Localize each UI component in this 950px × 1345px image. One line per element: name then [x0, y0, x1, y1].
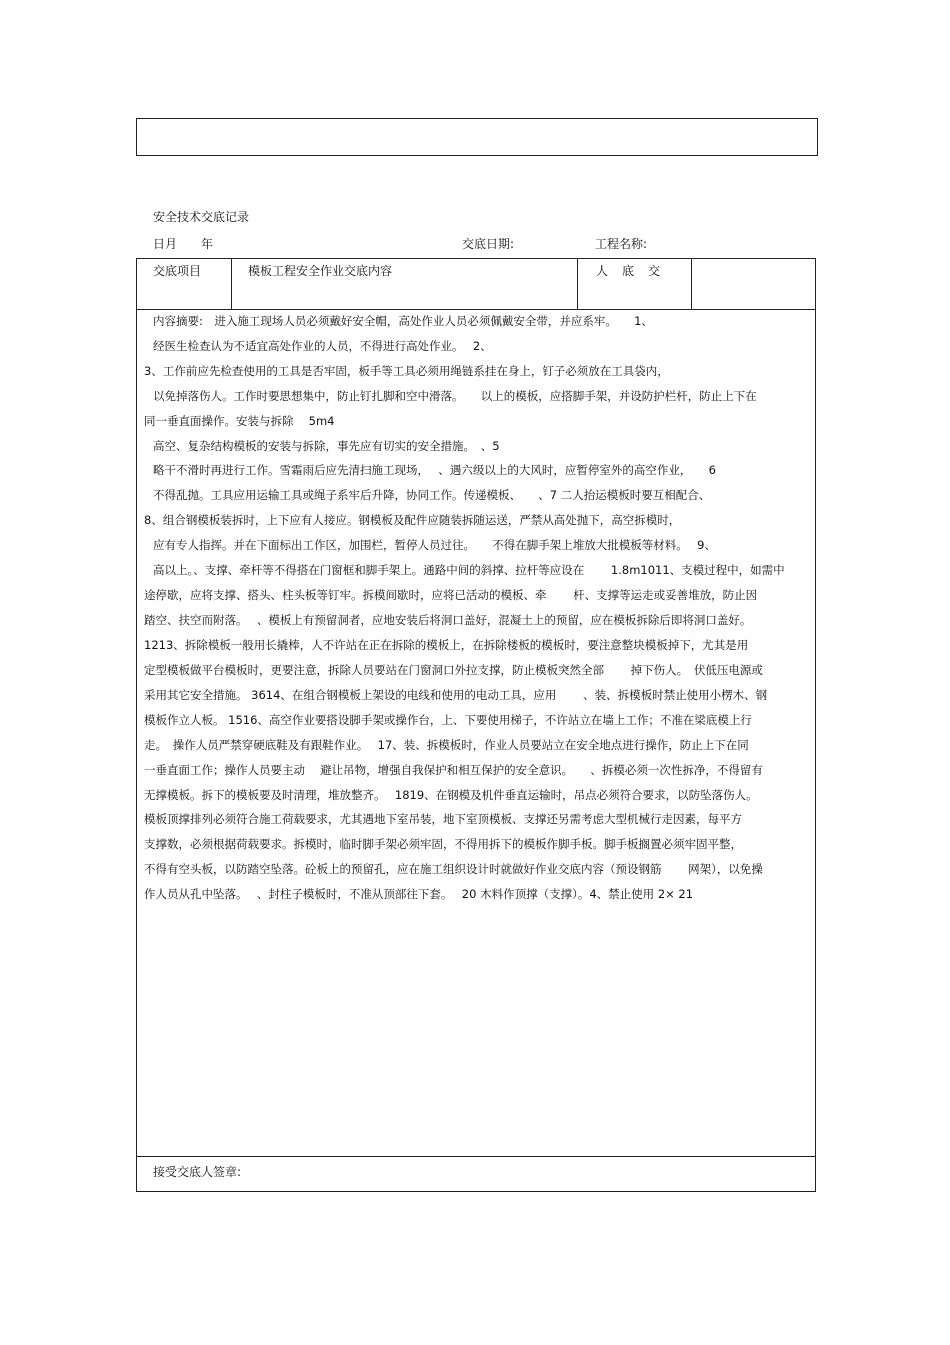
content-line: 一垂直面工作；操作人员要主动 避让吊物，增强自我保护和相互保护的安全意识。 、拆模必须一次性拆净，不得留有	[144, 763, 763, 777]
document-title: 安全技术交底记录	[153, 210, 250, 224]
content-line: 作人员从孔中坠落。 、封柱子模板时，不准从顶部往下套。 20 木料作顶撑（支撑）。4、禁止使用 2× 21	[144, 887, 694, 901]
content-line: 高空、复杂结构模板的安装与拆除，事先应有切实的安全措施。 、5	[153, 439, 500, 453]
content-line: 应有专人指挥。并在下面标出工作区，加围栏，暂停人员过往。 不得在脚手架上堆放大批模板等材料。 9、	[153, 538, 716, 552]
content-line: 模板顶撑排列必须符合施工荷载要求，尤其遇地下室吊装，地下室顶模板、支撑还另需考虑大型机械行走因素，每平方	[144, 812, 742, 826]
column-divider	[231, 259, 232, 309]
content-line: 1213、拆除模板一般用长撬棒，人不许站在正在拆除的模板上，在拆除楼板的模板时，要注意整块模板掉下，尤其是用	[144, 638, 749, 652]
content-line: 内容摘要: 进入施工现场人员必须戴好安全帽，高处作业人员必须佩戴安全带，并应系牢。 1、	[153, 314, 653, 328]
content-line: 定型模板做平台模板时，更要注意，拆除人员要站在门窗洞口外拉支撑，防止模板突然全部 掉下伤人。 伏低压电源或	[144, 663, 763, 677]
content-line: 无撑模板。拆下的模板要及时清理，堆放整齐。 1819、在钢模及机件垂直运输时，吊点必须符合要求，以防坠落伤人。	[144, 788, 758, 802]
content-line: 经医生检查认为不适宜高处作业的人员，不得进行高处作业。 2、	[153, 339, 492, 353]
signature-label: 接受交底人签章:	[153, 1165, 242, 1179]
content-line: 采用其它安全措施。 3614、在组合钢模板上架设的电线和使用的电动工具，应用 、装、拆模板时禁止使用小楞木、钢	[144, 688, 768, 702]
row-divider	[137, 309, 815, 310]
content-line: 8、组合钢模板装拆时，上下应有人接应。钢模板及配件应随装拆随运送，严禁从高处抛下，高空拆模时，	[144, 513, 681, 527]
person-label: 人底交	[596, 264, 675, 278]
item-label: 交底项目	[153, 264, 202, 278]
content-line: 支撑数，必须根据荷载要求。拆模时，临时脚手架必须牢固，不得用拆下的模板作脚手板。脚手板搁置必须牢固平整，	[144, 837, 742, 851]
handover-form	[136, 258, 816, 1192]
content-line: 途停歇，应将支撑、搭头、柱头板等钉牢。拆模间歇时，应将已活动的模板、牵 杆、支撑等运走或妥善堆放，防止因	[144, 588, 758, 602]
header-blank-box	[136, 118, 818, 156]
content-line: 踏空、扶空而附落。 、模板上有预留洞者，应地安装后将洞口盖好，混凝土上的预留，应在模板拆除后即将洞口盖好。	[144, 613, 752, 627]
date-label: 日月 年	[153, 237, 214, 251]
content-line: 不得乱抛。工具应用运输工具或绳子系牢后升降，协同工作。传递模板、 、7 二人抬运模板时要互相配合、	[153, 488, 711, 502]
content-line: 以免掉落伤人。工作时要思想集中，防止钉扎脚和空中滑落。 以上的模板，应搭脚手架，并设防护栏杆，防止上下在	[153, 389, 757, 403]
column-divider	[691, 259, 692, 309]
row-divider	[137, 1156, 815, 1157]
project-name-label: 工程名称:	[595, 237, 648, 251]
content-line: 3、工作前应先检查使用的工具是否牢固，板手等工具必须用绳链系挂在身上，钉子必须放在工具袋内，	[144, 364, 669, 378]
content-line: 模板作立人板。 1516、高空作业要搭设脚手架或操作台，上、下要使用梯子，不许站立在墙上工作；不准在梁底模上行	[144, 713, 752, 727]
item-value: 模板工程安全作业交底内容	[248, 264, 393, 278]
content-line: 走。 操作人员严禁穿硬底鞋及有跟鞋作业。 17、装、拆模板时，作业人员要站立在安全地点进行操作，防止上下在同	[144, 738, 749, 752]
content-line: 高以上。、支撑、牵杆等不得搭在门窗框和脚手架上。通路中间的斜撑、拉杆等应设在 1.8m1011、支模过程中，如需中	[153, 563, 785, 577]
handover-date-label: 交底日期:	[462, 237, 515, 251]
content-line: 不得有空头板，以防踏空坠落。砼板上的预留孔，应在施工组织设计时就做好作业交底内容（预设钢筋 网架），以免操	[144, 862, 763, 876]
content-line: 略干不滑时再进行工作。雪霜雨后应先清扫施工现场， 、遇六级以上的大风时，应暂停室外的高空作业， 6	[153, 463, 716, 477]
content-line: 同一垂直面操作。安装与拆除 5m4	[144, 414, 335, 428]
column-divider	[577, 259, 578, 309]
